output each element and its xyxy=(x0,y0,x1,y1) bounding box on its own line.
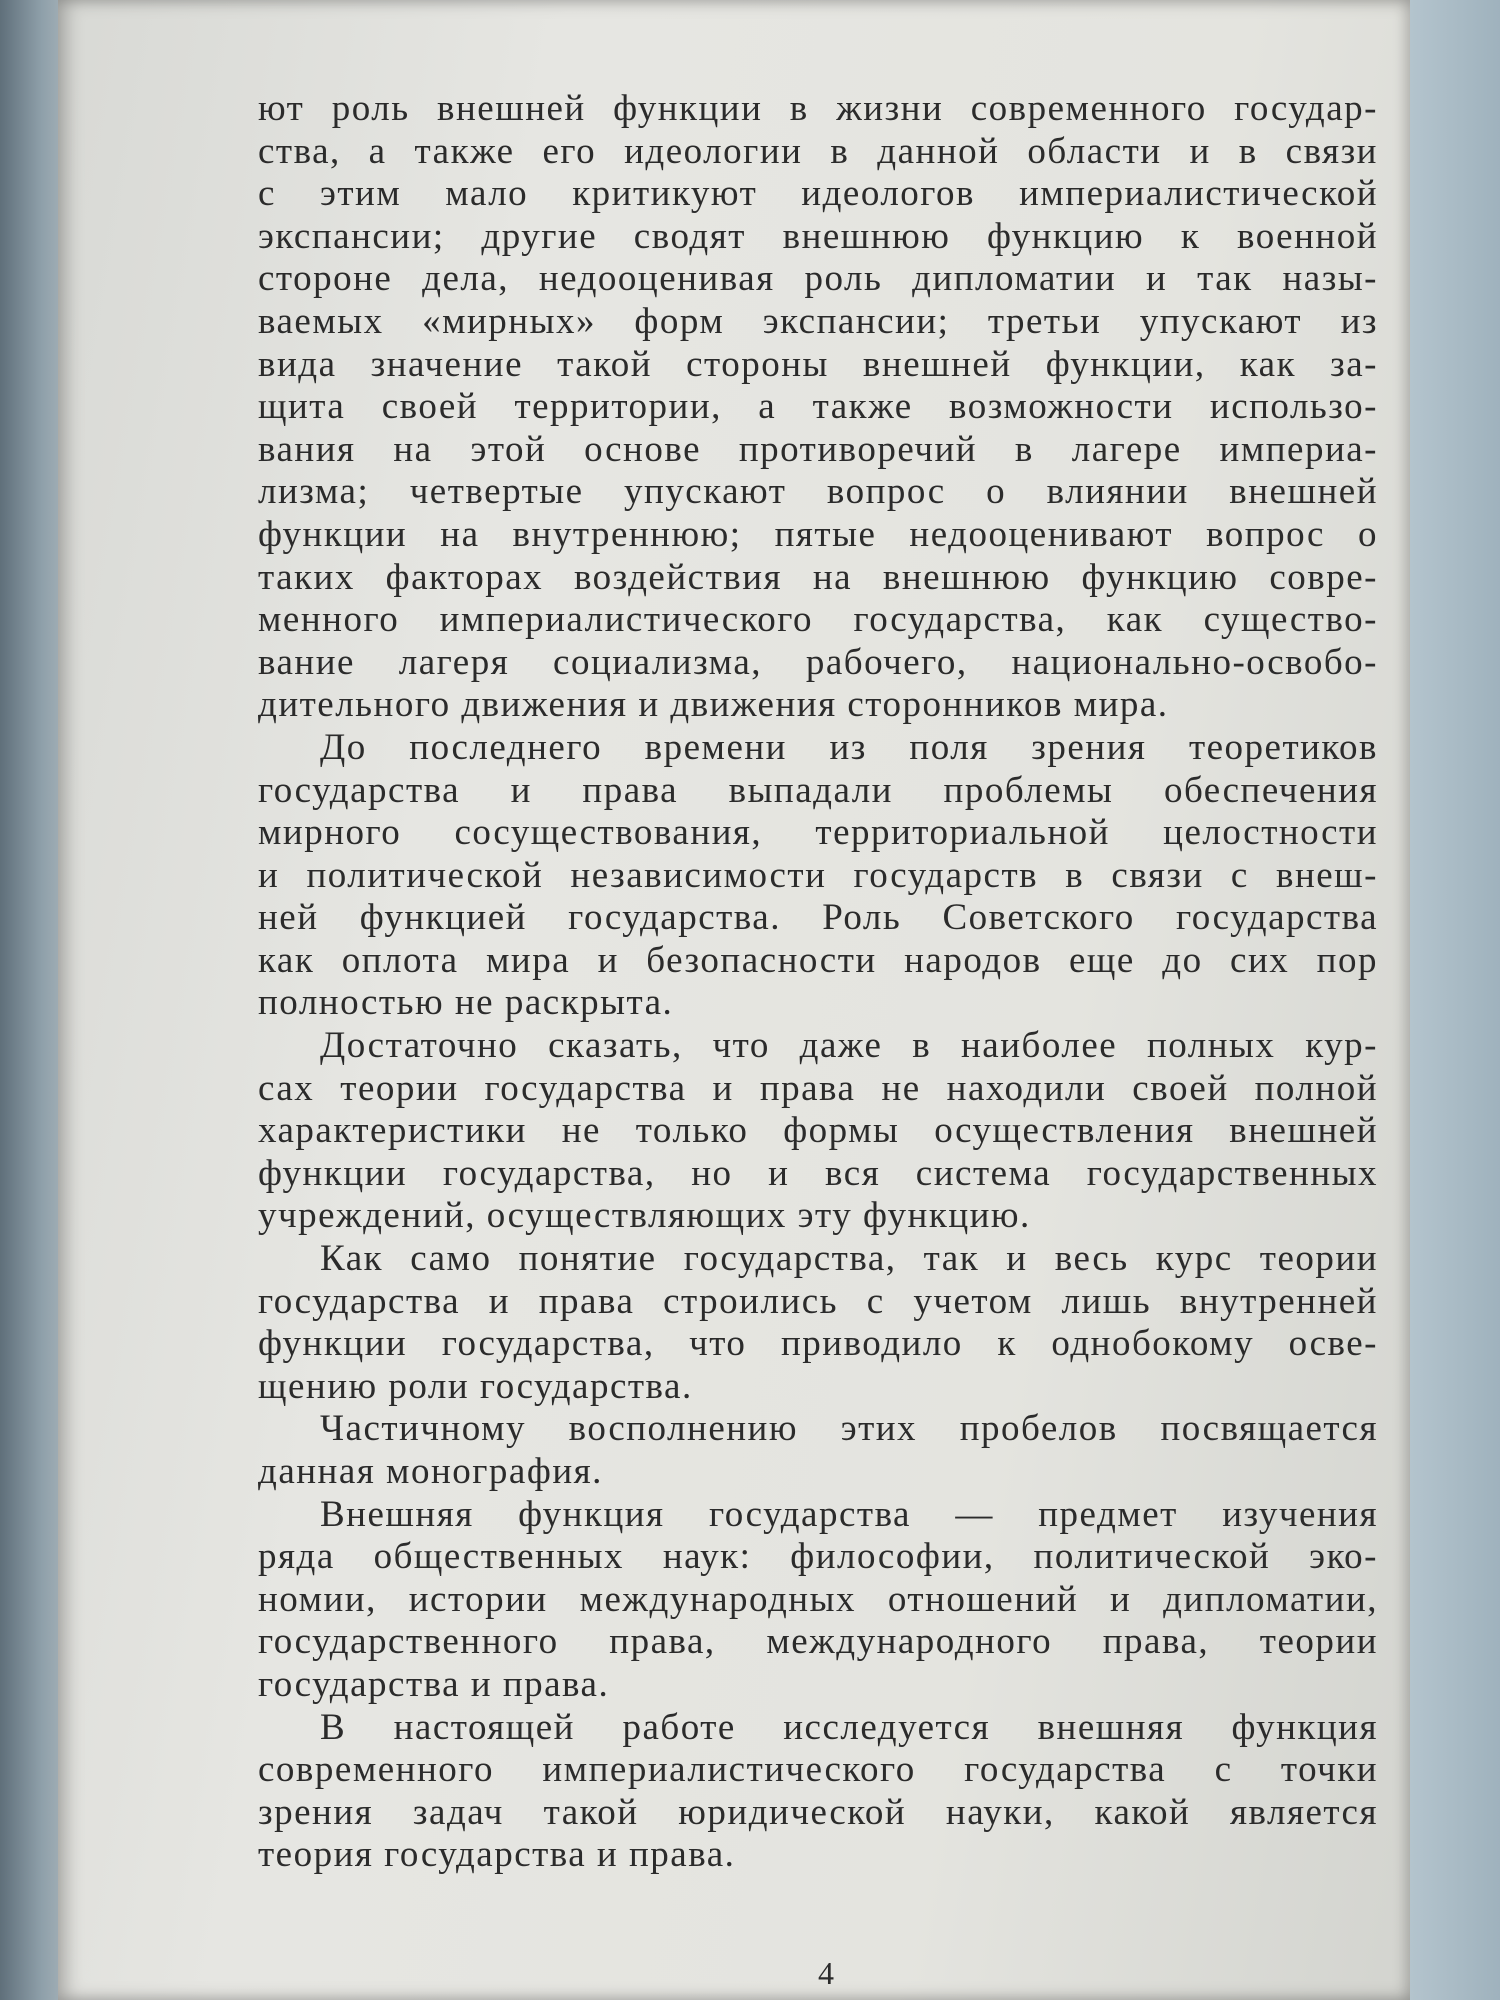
text-line: Внешняя функция государства — предмет изучения xyxy=(320,1493,1378,1535)
text-line: государства и права. xyxy=(258,1663,610,1705)
text-line: лизма; четвертые упускают вопрос о влиянии внешней xyxy=(258,471,1378,513)
paragraph xyxy=(258,1238,1378,1408)
text-line: государства и права выпадали проблемы обеспечения xyxy=(258,769,1378,811)
text-line: Частичному восполнению этих пробелов посвящается xyxy=(320,1408,1378,1450)
text-line: как оплота мира и безопасности народов еще до сих пор xyxy=(258,939,1378,981)
text-line: сах теории государства и права не находили своей полной xyxy=(258,1067,1378,1109)
text-line: полностью не раскрыта. xyxy=(258,982,674,1024)
background-right xyxy=(1400,0,1500,2000)
body-text xyxy=(258,88,1378,1877)
text-line: стороне дела, недооценивая роль дипломатии и так назы- xyxy=(258,258,1378,300)
page-number: 4 xyxy=(818,1955,834,1991)
text-line: номии, истории международных отношений и дипломатии, xyxy=(258,1578,1378,1620)
paragraph xyxy=(258,1707,1378,1877)
text-line: таких факторах воздействия на внешнюю функцию совре- xyxy=(258,556,1378,598)
text-line: современного империалистического государства с точки xyxy=(258,1749,1378,1791)
text-line: характеристики не только формы осуществления внешней xyxy=(258,1110,1378,1152)
text-line: зрения задач такой юридической науки, какой является xyxy=(258,1791,1378,1833)
text-line: вание лагеря социализма, рабочего, национально-освобо- xyxy=(258,641,1378,683)
text-line: ства, а также его идеологии в данной области и в связи xyxy=(258,130,1378,172)
paragraph xyxy=(258,727,1378,1025)
book-page xyxy=(58,0,1410,2000)
text-line: вания на этой основе противоречий в лагере империа- xyxy=(258,428,1378,470)
paragraph xyxy=(258,1025,1378,1238)
text-line: функции государства, что приводило к однобокому осве- xyxy=(258,1323,1378,1365)
text-line: В настоящей работе исследуется внешняя функция xyxy=(320,1706,1378,1748)
text-line: с этим мало критикуют идеологов империалистической xyxy=(258,173,1378,215)
text-line: дительного движения и движения сторонников мира. xyxy=(258,684,1169,726)
text-line: щению роли государства. xyxy=(258,1365,693,1407)
text-line: ваемых «мирных» форм экспансии; третьи упускают из xyxy=(258,300,1378,342)
text-line: экспансии; другие сводят внешнюю функцию к военной xyxy=(258,215,1378,257)
paragraph xyxy=(258,1408,1378,1493)
text-line: ют роль внешней функции в жизни современного государ- xyxy=(258,88,1378,129)
text-line: данная монография. xyxy=(258,1451,603,1492)
text-line: Достаточно сказать, что даже в наиболее полных кур- xyxy=(320,1025,1378,1067)
text-line: щита своей территории, а также возможности использо- xyxy=(258,386,1378,428)
text-line: До последнего времени из поля зрения теоретиков xyxy=(320,726,1378,768)
text-line: и политической независимости государств в связи с внеш- xyxy=(258,854,1378,896)
text-line: мирного сосуществования, территориальной целостности xyxy=(258,812,1378,854)
text-line: ряда общественных наук: философии, политической эко- xyxy=(258,1536,1378,1578)
text-line: менного империалистического государства, как существо- xyxy=(258,599,1378,641)
paragraph xyxy=(258,1494,1378,1707)
text-line: государственного права, международного права, теории xyxy=(258,1621,1378,1663)
text-line: ней функцией государства. Роль Советского государства xyxy=(258,897,1378,939)
text-line: вида значение такой стороны внешней функции, как за- xyxy=(258,343,1378,385)
paragraph xyxy=(258,88,1378,727)
text-line: государства и права строились с учетом лишь внутренней xyxy=(258,1280,1378,1322)
text-line: функции государства, но и вся система государственных xyxy=(258,1152,1378,1194)
text-line: функции на внутреннюю; пятые недооценивают вопрос о xyxy=(258,513,1378,555)
text-line: Как само понятие государства, так и весь курс теории xyxy=(320,1238,1378,1280)
text-line: теория государства и права. xyxy=(258,1834,736,1876)
text-line: учреждений, осуществляющих эту функцию. xyxy=(258,1195,1031,1237)
